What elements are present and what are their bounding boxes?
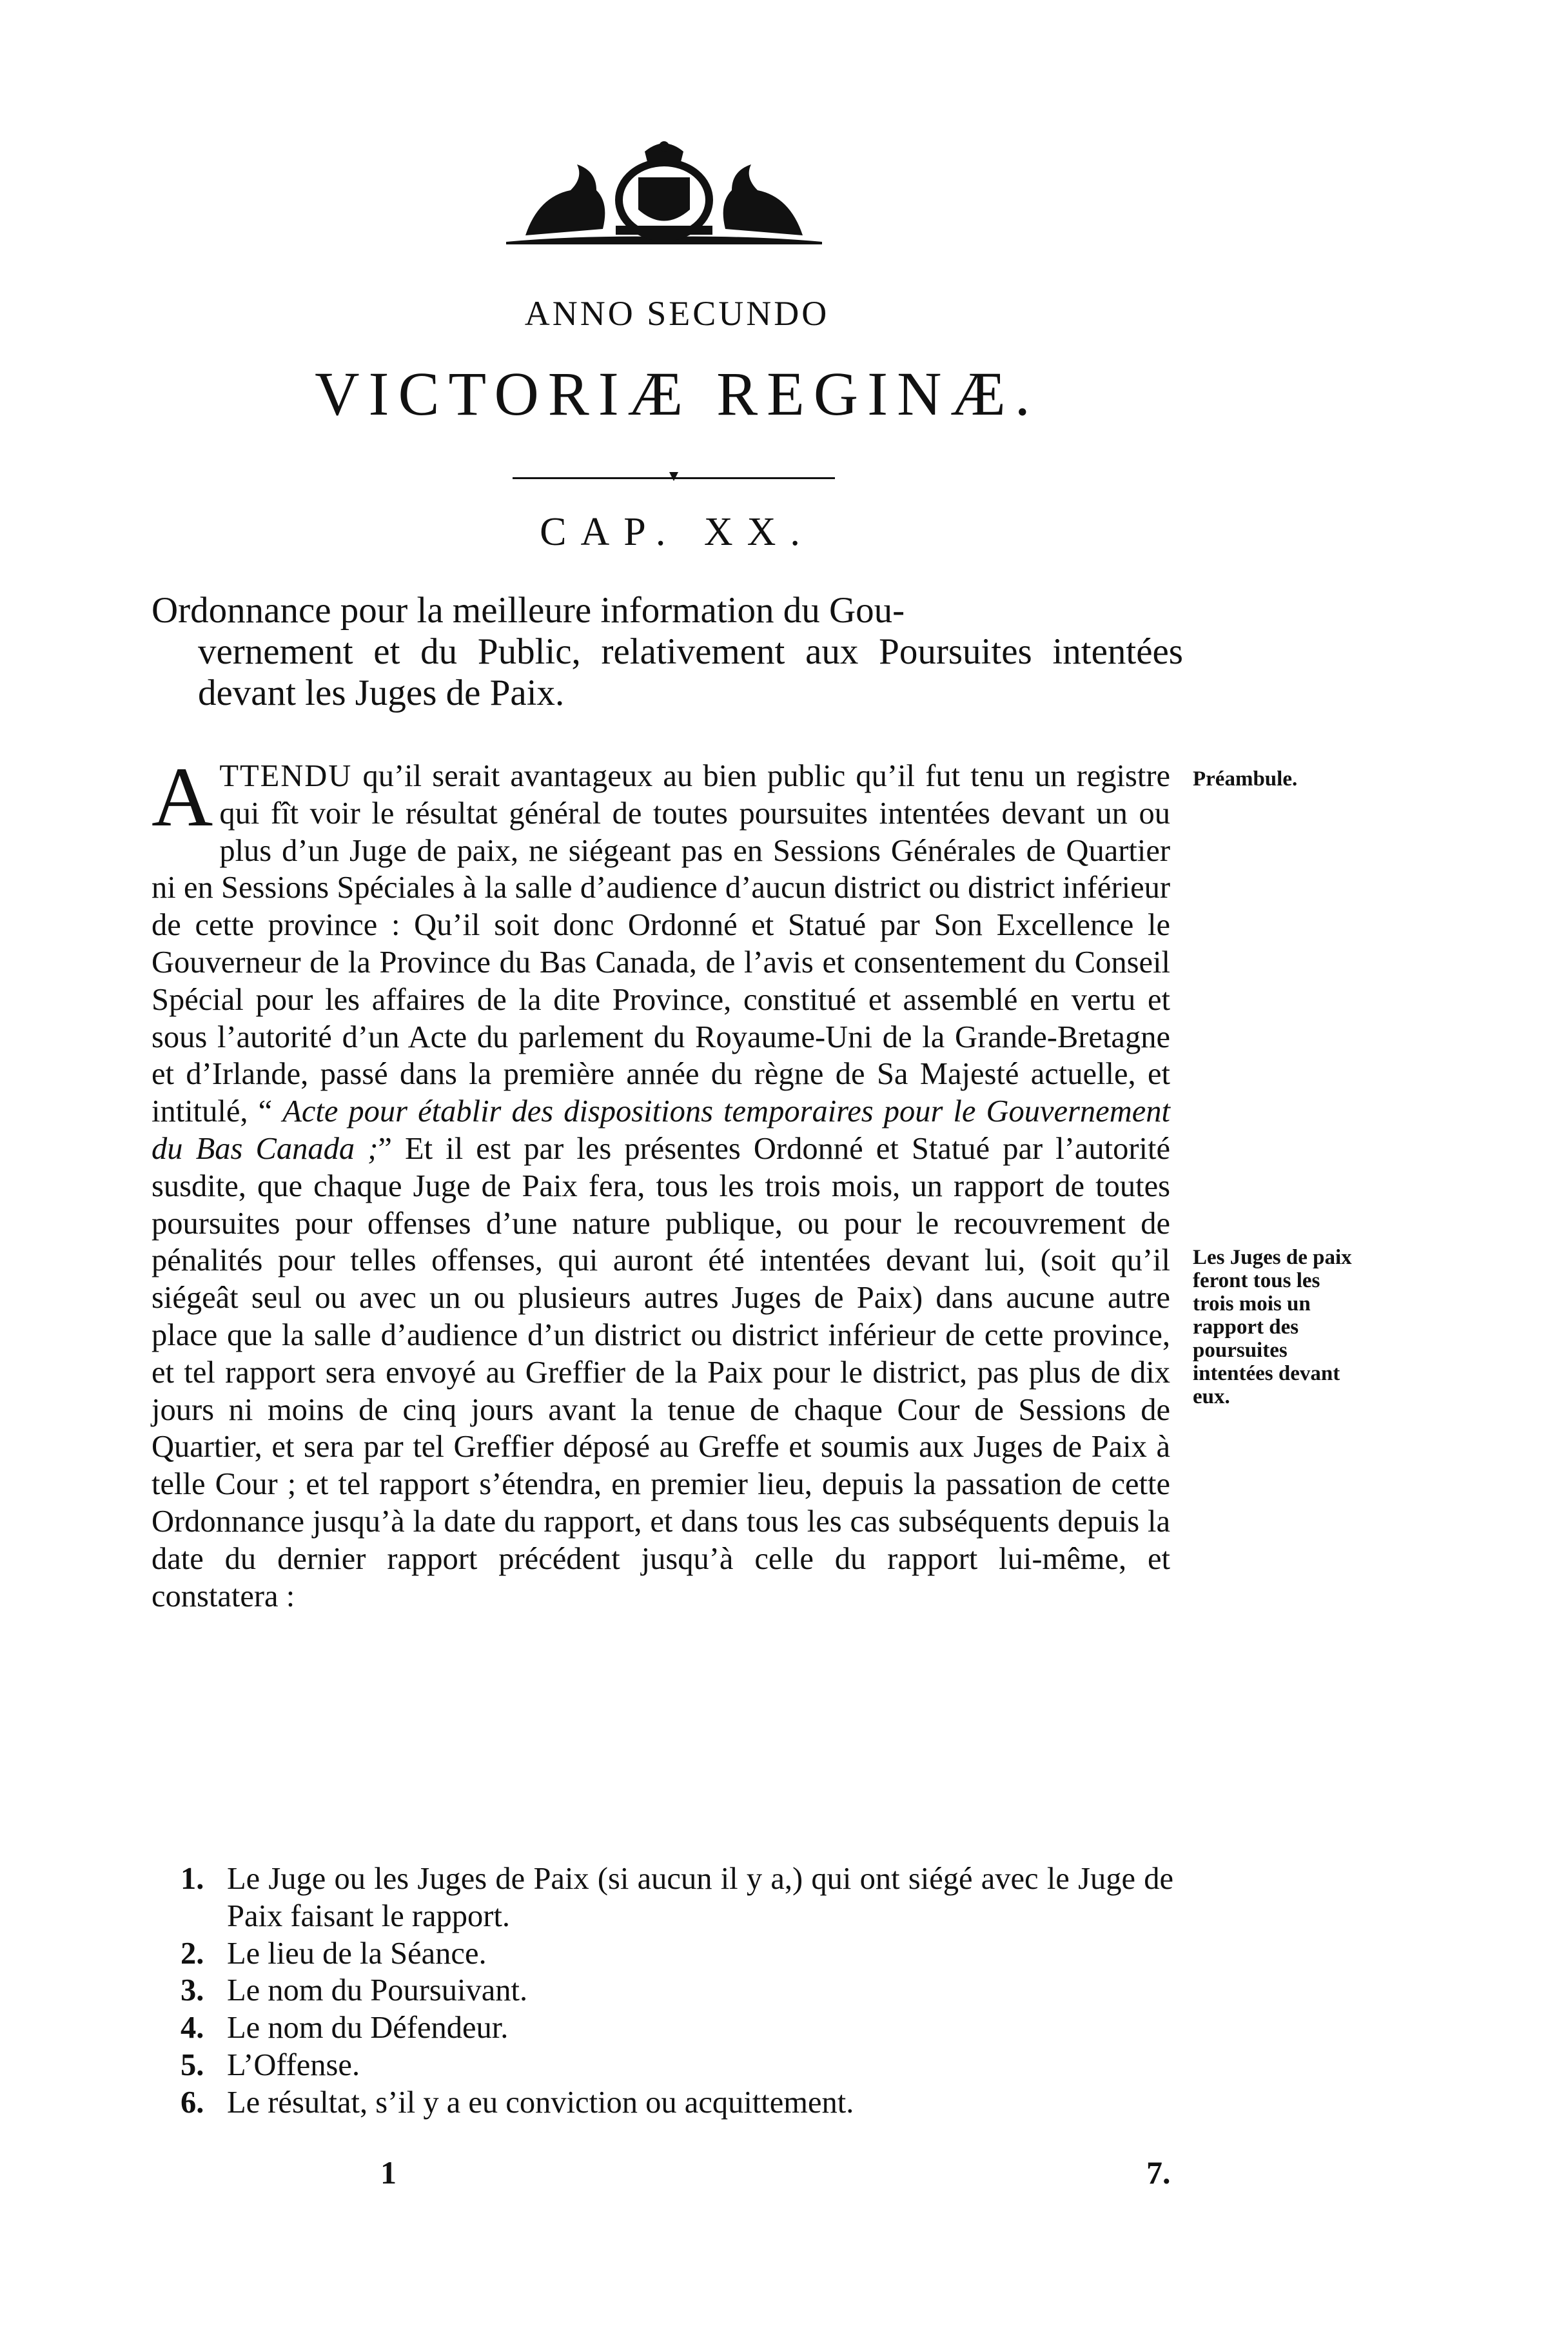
regnal-year-heading: VICTORIÆ REGINÆ.	[315, 359, 1039, 428]
item-number: 1.	[181, 1862, 204, 1896]
list-item	[181, 1972, 1173, 2009]
margin-note-juges: Les Juges de paix feront tous les trois mois un rapport des poursuites intentées devant eux.	[1193, 1246, 1352, 1408]
item-number: 2.	[181, 1936, 204, 1971]
item-number: 3.	[181, 1973, 204, 2008]
item-number: 5.	[181, 2047, 204, 2082]
anno-heading: ANNO SECUNDO	[524, 294, 830, 333]
list-item	[181, 1935, 1173, 1973]
item-text: L’Offense.	[227, 2047, 360, 2082]
signature-mark: 1	[380, 2154, 397, 2191]
list-item	[181, 2084, 1173, 2122]
item-text: Le Juge ou les Juges de Paix (si aucun il y a,) qui ont siégé avec le Juge de Paix faisant le rapport.	[227, 1862, 1173, 1933]
item-number: 6.	[181, 2085, 204, 2120]
item-text: Le nom du Poursuivant.	[227, 1973, 528, 2008]
list-item	[181, 1860, 1173, 1935]
enacting-text: ” Et il est par les présentes Ordonné et Statué par l’autorité susdite, que chaque Juge de Paix fera, tous les trois mois, un rapport de toutes poursuites pour offenses d’une nature publique, ou pour le recouvrement de pénalités pour telles offenses, qui auront été intentées devant lui, (soit qu’il siégeât seul ou avec un ou plusieurs autres Juges de Paix) dans aucune autre place que la salle d’audience d’un district ou district inférieur de cette province, et tel rapport sera envoyé au Greffier de la Paix pour le district, pas plus de dix jours ni moins de cinq jours avant la tenue de chaque Cour de Sessions de Quartier, et sera par tel Greffier déposé au Greffe et soumis aux Juges de Paix à telle Cour ; et tel rapport s’étendra, en premier lieu, depuis la passation de cette Ordonnance jusqu’à la date du rapport, et dans tous les cas subséquents depuis la date du dernier rapport précédent jusqu’à celle du rapport lui-même, et constatera :	[152, 1131, 1170, 1613]
act-title: Acte pour établir des dispositions temporaires pour le Gouvernement du Bas Canada ;	[152, 1094, 1170, 1166]
royal-coat-of-arms-icon	[500, 139, 828, 248]
list-item	[181, 2047, 1173, 2084]
ordinance-title	[152, 590, 1183, 714]
item-text: Le lieu de la Séance.	[227, 1936, 487, 1971]
report-items-list	[181, 1860, 1173, 2122]
ordinance-title-rest: vernement et du Public, relativement aux Poursuites intentées devant les Juges de Paix.	[198, 631, 1183, 713]
item-text: Le nom du Défendeur.	[227, 2011, 509, 2045]
drop-cap: A	[152, 749, 213, 844]
ordinance-title-line1: Ordonnance pour la meilleure information du Gou-	[152, 590, 905, 631]
item-number: 4.	[181, 2011, 204, 2045]
preamble-text: qu’il serait avantageux au bien public qu’il fut tenu un registre qui fît voir le résultat général de toutes poursuites intentées devant un ou plus d’un Juge de paix, ne siégeant pas en Sessions Générales de Quartier ni en Sessions Spéciales à la salle d’audience d’aucun district ou district inférieur de cette province : Qu’il soit donc Ordonné et Statué par Son Excellence le Gouverneur de la Province du Bas Canada, de l’avis et consentement du Conseil Spécial pour les affaires de la dite Province, constitué et assemblé en vertu et sous l’autorité d’un Acte du parlement du Royaume-Uni de la Grande-Bretagne et d’Irlande, passé dans la première année du règne de Sa Majesté actuelle, et intitulé, “	[152, 759, 1170, 1129]
item-text: Le résultat, s’il y a eu conviction ou acquittement.	[227, 2085, 854, 2120]
catchword: 7.	[1146, 2154, 1171, 2191]
preamble-paragraph	[152, 749, 1170, 1615]
margin-note-preamble: Préambule.	[1193, 767, 1298, 791]
list-item	[181, 2009, 1173, 2047]
opening-word: TTENDU	[219, 759, 353, 793]
chapter-heading: CAP. XX.	[540, 510, 814, 554]
divider-ornament	[669, 472, 678, 481]
